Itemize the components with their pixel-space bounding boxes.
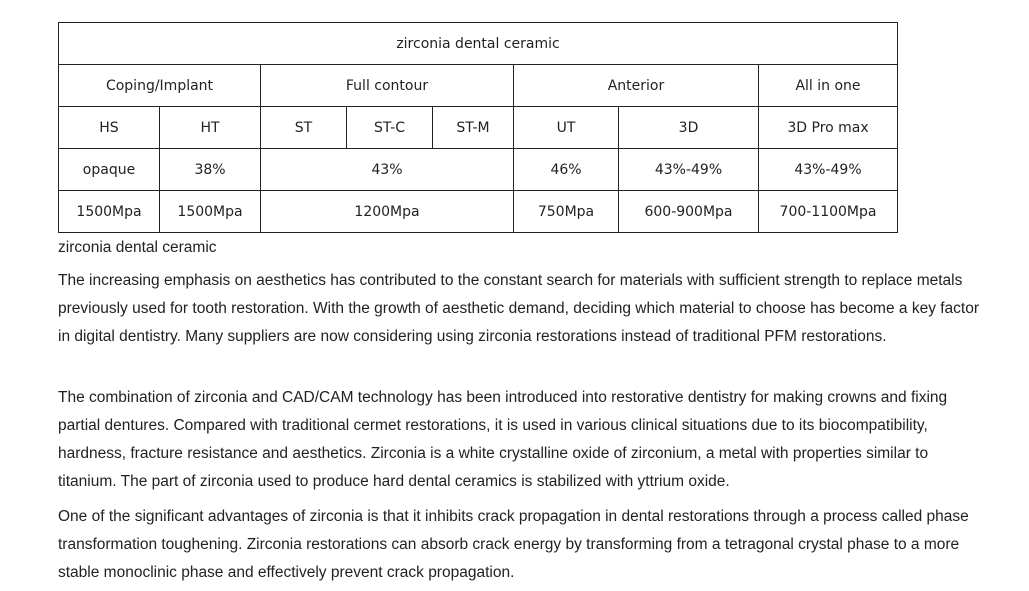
translucency-hs: opaque (59, 149, 160, 191)
table-group-row (59, 65, 898, 107)
group-coping-implant: Coping/Implant (59, 65, 261, 107)
grade-st-m: ST-M (433, 107, 514, 149)
grade-3d: 3D (619, 107, 759, 149)
group-anterior: Anterior (514, 65, 759, 107)
group-full-contour: Full contour (261, 65, 514, 107)
table-caption: zirconia dental ceramic (58, 239, 217, 256)
table-title-row (59, 23, 898, 65)
strength-3d: 600-900Mpa (619, 191, 759, 233)
translucency-ut: 46% (514, 149, 619, 191)
strength-hs: 1500Mpa (59, 191, 160, 233)
table-translucency-row (59, 149, 898, 191)
translucency-3d-pro-max: 43%-49% (759, 149, 898, 191)
grade-st: ST (261, 107, 347, 149)
paragraph-cad-cam: The combination of zirconia and CAD/CAM technology has been introduced into restorative dentistry for making crowns and fixing partial dentures. Compared with traditional cermet restorations, it is used in various clinical situations due to its biocompatibility, hardness, fracture resistance and aesthetics. Zirconia is a white crystalline oxide of zirconium, a metal with properties similar to titanium. The part of zirconia used to produce hard dental ceramics is stabilized with yttrium oxide. (58, 389, 948, 490)
group-all-in-one: All in one (759, 65, 898, 107)
strength-3d-pro-max: 700-1100Mpa (759, 191, 898, 233)
table-grade-row (59, 107, 898, 149)
grade-hs: HS (59, 107, 160, 149)
grade-ht: HT (160, 107, 261, 149)
table-strength-row (59, 191, 898, 233)
table-title: zirconia dental ceramic (59, 23, 898, 65)
paragraph-crack-propagation: One of the significant advantages of zirconia is that it inhibits crack propagation in dental restorations through a process called phase transformation toughening. Zirconia restorations can absorb crack energy by transforming from a tetragonal crystal phase to a more stable monoclinic phase and effectively prevent crack propagation. (58, 508, 969, 581)
grade-3d-pro-max: 3D Pro max (759, 107, 898, 149)
zirconia-spec-table (58, 22, 898, 233)
strength-full-contour: 1200Mpa (261, 191, 514, 233)
translucency-3d: 43%-49% (619, 149, 759, 191)
translucency-full-contour: 43% (261, 149, 514, 191)
strength-ht: 1500Mpa (160, 191, 261, 233)
strength-ut: 750Mpa (514, 191, 619, 233)
grade-st-c: ST-C (347, 107, 433, 149)
translucency-ht: 38% (160, 149, 261, 191)
paragraph-aesthetics: The increasing emphasis on aesthetics has contributed to the constant search for materials with sufficient strength to replace metals previously used for tooth restoration. With the growth of aesthetic demand, deciding which material to choose has become a key factor in digital dentistry. Many suppliers are now considering using zirconia restorations instead of traditional PFM restorations. (58, 272, 980, 345)
grade-ut: UT (514, 107, 619, 149)
